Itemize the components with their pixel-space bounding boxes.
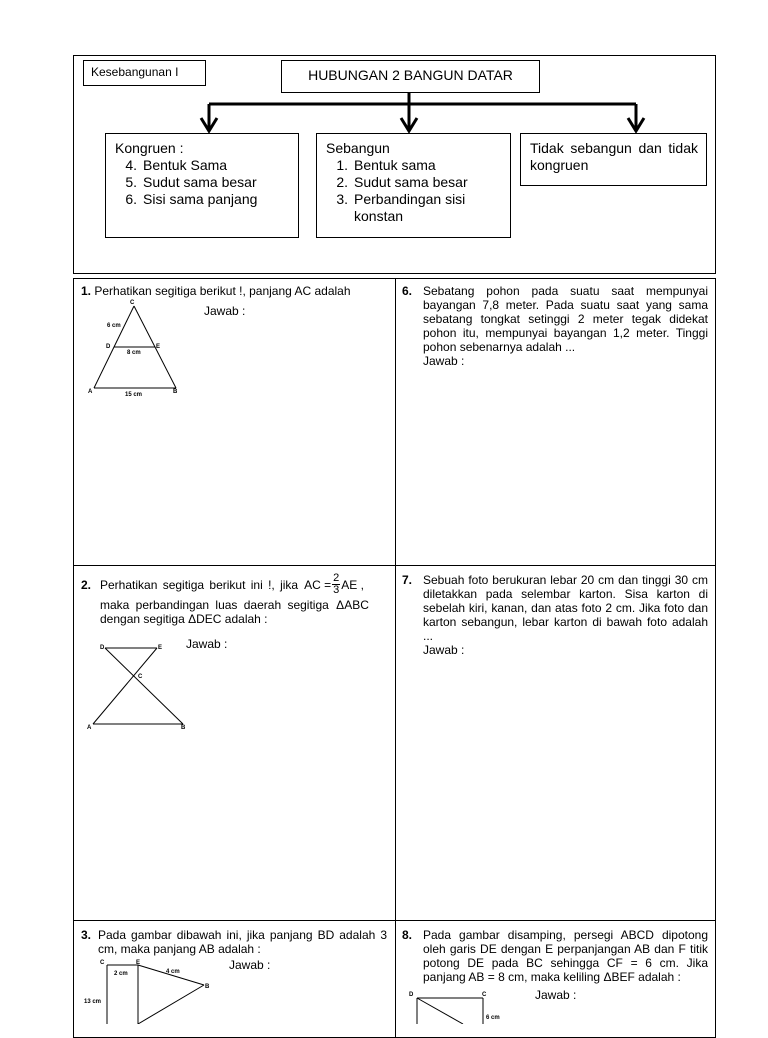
question-2-text-c: dengan segitiga (100, 612, 185, 626)
sebangun-title: Sebangun (326, 140, 390, 156)
grid-divider-vertical (395, 278, 396, 1038)
question-3-figure (82, 955, 212, 1024)
label-c: C (100, 960, 105, 966)
question-8-number: 8. (402, 928, 413, 942)
list-item: 5. Sudut sama besar (125, 174, 257, 190)
connector-arrows (0, 0, 768, 140)
question-2 (81, 573, 387, 626)
question-2-fraction (332, 573, 340, 596)
question-8 (402, 928, 708, 984)
fraction-numerator: 2 (333, 572, 340, 584)
question-1-text: Perhatikan segitiga berikut !, panjang AC adalah (94, 284, 351, 298)
segment-diagonal (138, 985, 204, 1024)
question-6 (402, 284, 708, 368)
label-6cm: 6 cm (107, 323, 121, 329)
label-d: D (106, 344, 111, 350)
list-item: 2. Sudut sama besar (336, 174, 468, 190)
question-2-text-d: adalah : (224, 612, 268, 626)
list-item: 4. Bentuk Sama (125, 157, 228, 173)
label-c: C (130, 300, 135, 306)
main-title: HUBUNGAN 2 BANGUN DATAR (308, 67, 513, 83)
question-8-text-a: Pada gambar disamping, persegi ABCD dipotong oleh garis DE dengan E perpanjangan AB dan F titik potong DE pada BC sehingga CF = 6 cm. Jika panjang AB = 8 cm, maka keliling (423, 928, 708, 984)
question-8-answer-label: Jawab : (535, 988, 577, 1002)
label-b: B (181, 725, 186, 731)
question-8-figure (403, 986, 513, 1024)
question-3-number: 3. (81, 928, 92, 942)
question-8-text-b: adalah : (638, 970, 681, 984)
question-2-eq-lhs: AC = (304, 577, 332, 592)
question-2-eq-rhs: AE , (341, 577, 364, 592)
question-3-answer-label: Jawab : (229, 958, 271, 972)
label-c: C (138, 674, 143, 680)
question-1-figure (85, 298, 185, 400)
question-7-number: 7. (402, 573, 413, 587)
segment-db (105, 648, 183, 724)
question-2-tri-2: ΔDEC (188, 612, 222, 626)
label-2cm: 2 cm (114, 971, 128, 977)
question-8-tri: ΔBEF (603, 970, 635, 984)
question-1 (81, 284, 387, 298)
question-6-number: 6. (402, 284, 413, 298)
question-7-answer-label: Jawab : (423, 643, 465, 657)
label-a: A (88, 389, 93, 395)
segment-de (417, 998, 463, 1024)
fraction-denominator: 3 (333, 584, 340, 596)
question-2-text-a: Perhatikan segitiga berikut ini !, jika (100, 577, 299, 592)
label-e: E (158, 645, 163, 651)
question-2-figure (85, 642, 195, 734)
kongruen-list (115, 157, 298, 208)
segment-eb (138, 965, 204, 985)
label-15cm: 15 cm (125, 392, 143, 398)
segment-ea (93, 648, 157, 724)
label-e: E (136, 960, 141, 966)
label-c: C (482, 992, 487, 998)
label-b: B (205, 984, 210, 990)
label-b: B (173, 389, 178, 395)
label-d: D (409, 992, 414, 998)
question-3 (81, 928, 387, 956)
sebangun-list (326, 157, 486, 225)
label-4cm: 4 cm (166, 969, 180, 975)
label-a: A (87, 725, 92, 731)
question-7 (402, 573, 708, 657)
question-2-answer-label: Jawab : (186, 637, 228, 651)
list-item: 6. Sisi sama panjang (125, 191, 258, 207)
label-13cm: 13 cm (84, 999, 102, 1005)
label-d: D (100, 645, 105, 651)
label-6cm: 6 cm (486, 1015, 500, 1021)
question-7-text: Sebuah foto berukuran lebar 20 cm dan tinggi 30 cm diletakkan pada selembar karton. Sisa karton di sebelah kiri, kanan, dan atas foto 2 cm. Jika foto dan karton sebangun, lebar karton di bawah foto adalah ... (423, 573, 708, 643)
question-2-number: 2. (81, 577, 92, 592)
kongruen-box (105, 133, 299, 238)
grid-divider-row-2 (73, 920, 716, 921)
question-2-text-b: maka perbandingan luas daerah segitiga (100, 598, 329, 612)
tidak-box (520, 133, 707, 186)
kongruen-title: Kongruen : (115, 140, 184, 156)
question-1-number: 1. (81, 284, 92, 298)
question-6-text: Sebatang pohon pada suatu saat mempunyai bayangan 7,8 meter. Pada suatu saat yang sama sebatang tongkat setinggi 2 meter tegak didekat pohon itu, mempunyai bayangan 1,2 meter. Tinggi pohon sebenarnya adalah ... (423, 284, 708, 354)
list-item: 1. Bentuk sama (336, 157, 436, 173)
grid-divider-row-1 (73, 565, 716, 566)
question-2-tri-1: ΔABC (336, 598, 369, 612)
topic-tag-text: Kesebangunan I (91, 65, 179, 79)
tidak-text: Tidak sebangun dan tidak kongruen (530, 140, 698, 173)
label-e: E (156, 344, 161, 350)
question-1-answer-label: Jawab : (204, 304, 246, 318)
list-item: 3. Perbandingan sisi konstan (336, 191, 466, 224)
question-6-answer-label: Jawab : (423, 354, 465, 368)
label-8cm: 8 cm (127, 350, 141, 356)
sebangun-box (316, 133, 511, 238)
question-3-text: Pada gambar dibawah ini, jika panjang BD adalah 3 cm, maka panjang AB adalah : (98, 928, 387, 956)
